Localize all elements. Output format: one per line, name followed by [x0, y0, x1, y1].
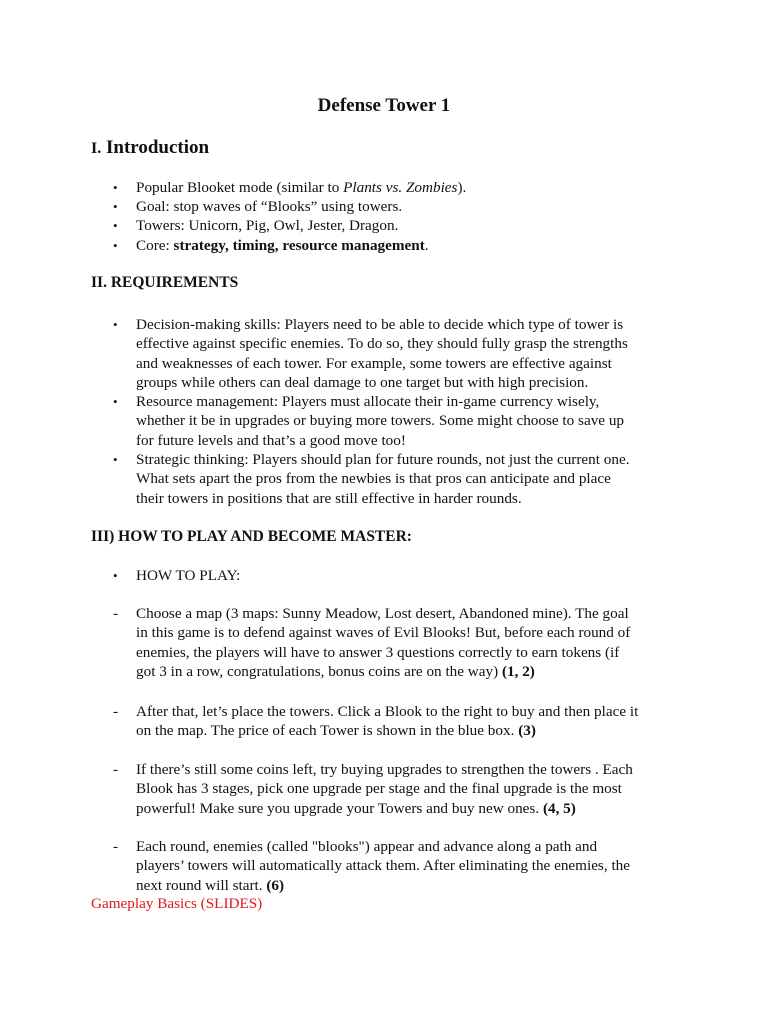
slide-reference: (1, 2): [501, 662, 535, 680]
list-item: HOW TO PLAY:: [136, 567, 241, 584]
step-item: If there’s still some coins left, try buying upgrades to strengthen the towers . Each Blook has 3 stages, pick one upgrade per stage and the final upgrade is the most powerful! Make sure you upgrade your Towers and buy new ones. (4, 5): [136, 761, 633, 817]
bullet-icon: •: [113, 568, 118, 583]
bullet-icon: •: [113, 452, 118, 467]
core-emphasis: strategy, timing, resource management: [173, 237, 425, 254]
step-item: Each round, enemies (called "blooks") appear and advance along a path and players’ towers will automatically attack them. After eliminating the enemies, the next round will start. (6): [136, 838, 630, 894]
section-heading-requirements: II. REQUIREMENTS: [91, 274, 239, 291]
dash-marker: -: [113, 838, 119, 855]
gameplay-basics-slides-link[interactable]: Gameplay Basics (SLIDES): [91, 895, 263, 912]
game-title-emphasis: Plants vs. Zombies: [343, 179, 458, 196]
list-item: Towers: Unicorn, Pig, Owl, Jester, Dragon.: [136, 217, 399, 234]
step-item: After that, let’s place the towers. Click a Blook to the right to buy and then place it on the map. The price of each Tower is shown in the blue box. (3): [136, 703, 639, 740]
bullet-icon: •: [113, 180, 118, 195]
document-title: Defense Tower 1: [317, 95, 451, 116]
list-item: Popular Blooket mode (similar to Plants vs. Zombies).: [136, 179, 467, 196]
dash-marker: -: [113, 605, 119, 622]
section-heading-how-to-play: III) HOW TO PLAY AND BECOME MASTER:: [91, 528, 412, 545]
bullet-icon: •: [113, 238, 118, 253]
bullet-icon: •: [113, 199, 118, 214]
list-item: Decision-making skills: Players need to be able to decide which type of tower is effective against specific enemies. To do so, they should fully grasp the strengths and weaknesses of each tower. For example, some towers are effective against groups while others can deal damage to one target but with high precision.: [136, 316, 628, 391]
step-item: Choose a map (3 maps: Sunny Meadow, Lost desert, Abandoned mine). The goal in this game is to defend against waves of Evil Blooks! But, before each round of enemies, the players will have to answer 3 questions correctly to earn tokens (if got 3 in a row, congratulations, bonus coins are on the way) (1, 2): [136, 605, 631, 680]
section-number: I.: [91, 140, 102, 157]
section-heading-introduction: [91, 136, 209, 161]
dash-marker: -: [113, 761, 119, 778]
bullet-icon: •: [113, 218, 118, 233]
list-item: Goal: stop waves of “Blooks” using towers.: [136, 198, 403, 215]
slide-reference: (3): [518, 722, 536, 740]
list-item: Core: strategy, timing, resource management.: [136, 237, 429, 254]
bullet-icon: •: [113, 317, 118, 332]
dash-marker: -: [113, 703, 119, 720]
list-item: Strategic thinking: Players should plan for future rounds, not just the current one. What sets apart the pros from the newbies is that pros can anticipate and place their towers in positions that are still effective in harder rounds.: [136, 451, 630, 507]
list-item: Resource management: Players must allocate their in-game currency wisely, whether it be in upgrades or buying more towers. Some might choose to save up for future levels and that’s a good move too!: [136, 393, 625, 449]
bullet-icon: •: [113, 394, 118, 409]
slide-reference: (4, 5): [542, 799, 576, 817]
slide-reference: (6): [266, 876, 285, 894]
section-heading-text: Introduction: [105, 137, 210, 158]
